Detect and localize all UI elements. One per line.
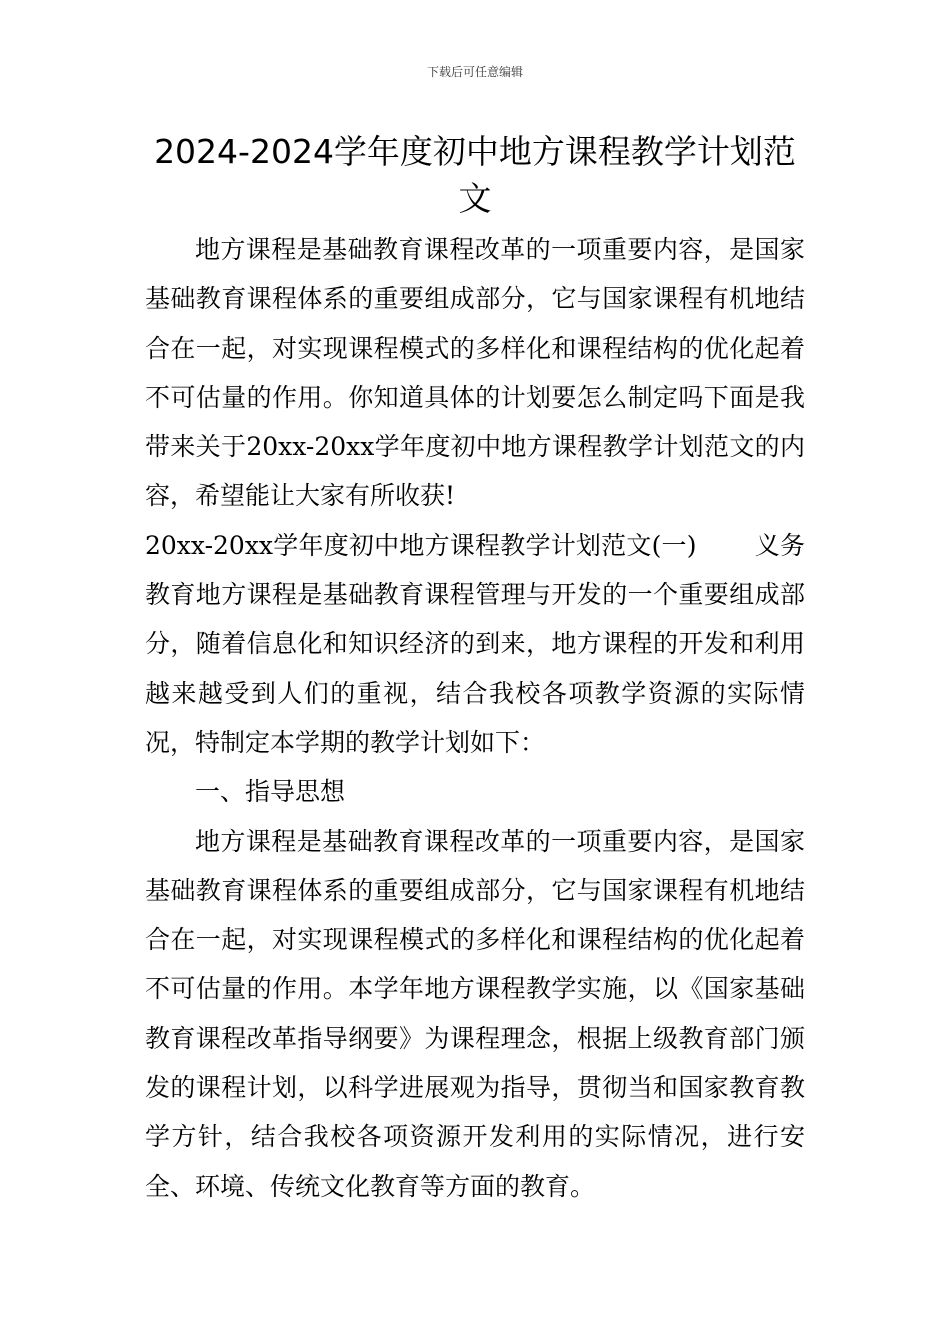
intro-paragraph: 地方课程是基础教育课程改革的一项重要内容，是国家基础教育课程体系的重要组成部分，它与国家课程有机地结合在一起，对实现课程模式的多样化和课程结构的优化起着不可估量的作用。你知道具体的计划要怎么制定吗下面是我带来关于20xx-20xx学年度初中地方课程教学计划范文的内容，希望能让大家有所收获! [145, 235, 805, 511]
document-body [145, 225, 805, 1211]
section-paragraph [145, 521, 805, 767]
section-text: 义务教育地方课程是基础教育课程管理与开发的一个重要组成部分，随着信息化和知识经济的到来，地方课程的开发和利用越来越受到人们的重视，结合我校各项教学资源的实际情况，特制定本学期的教学计划如下： [145, 530, 805, 757]
heading-guiding-ideology: 一、指导思想 [195, 777, 346, 807]
document-title: 2024-2024学年度初中地方课程教学计划范文 [154, 132, 796, 218]
section-heading: 20xx-20xx学年度初中地方课程教学计划范文(一) [145, 530, 697, 560]
header-note: 下载后可任意编辑 [426, 65, 523, 79]
guiding-paragraph: 地方课程是基础教育课程改革的一项重要内容，是国家基础教育课程体系的重要组成部分，它与国家课程有机地结合在一起，对实现课程模式的多样化和课程结构的优化起着不可估量的作用。本学年地方课程教学实施，以《国家基础教育课程改革指导纲要》为课程理念，根据上级教育部门颁发的课程计划，以科学进展观为指导，贯彻当和国家教育教学方针，结合我校各项资源开发利用的实际情况，进行安全、环境、传统文化教育等方面的教育。 [145, 826, 805, 1201]
